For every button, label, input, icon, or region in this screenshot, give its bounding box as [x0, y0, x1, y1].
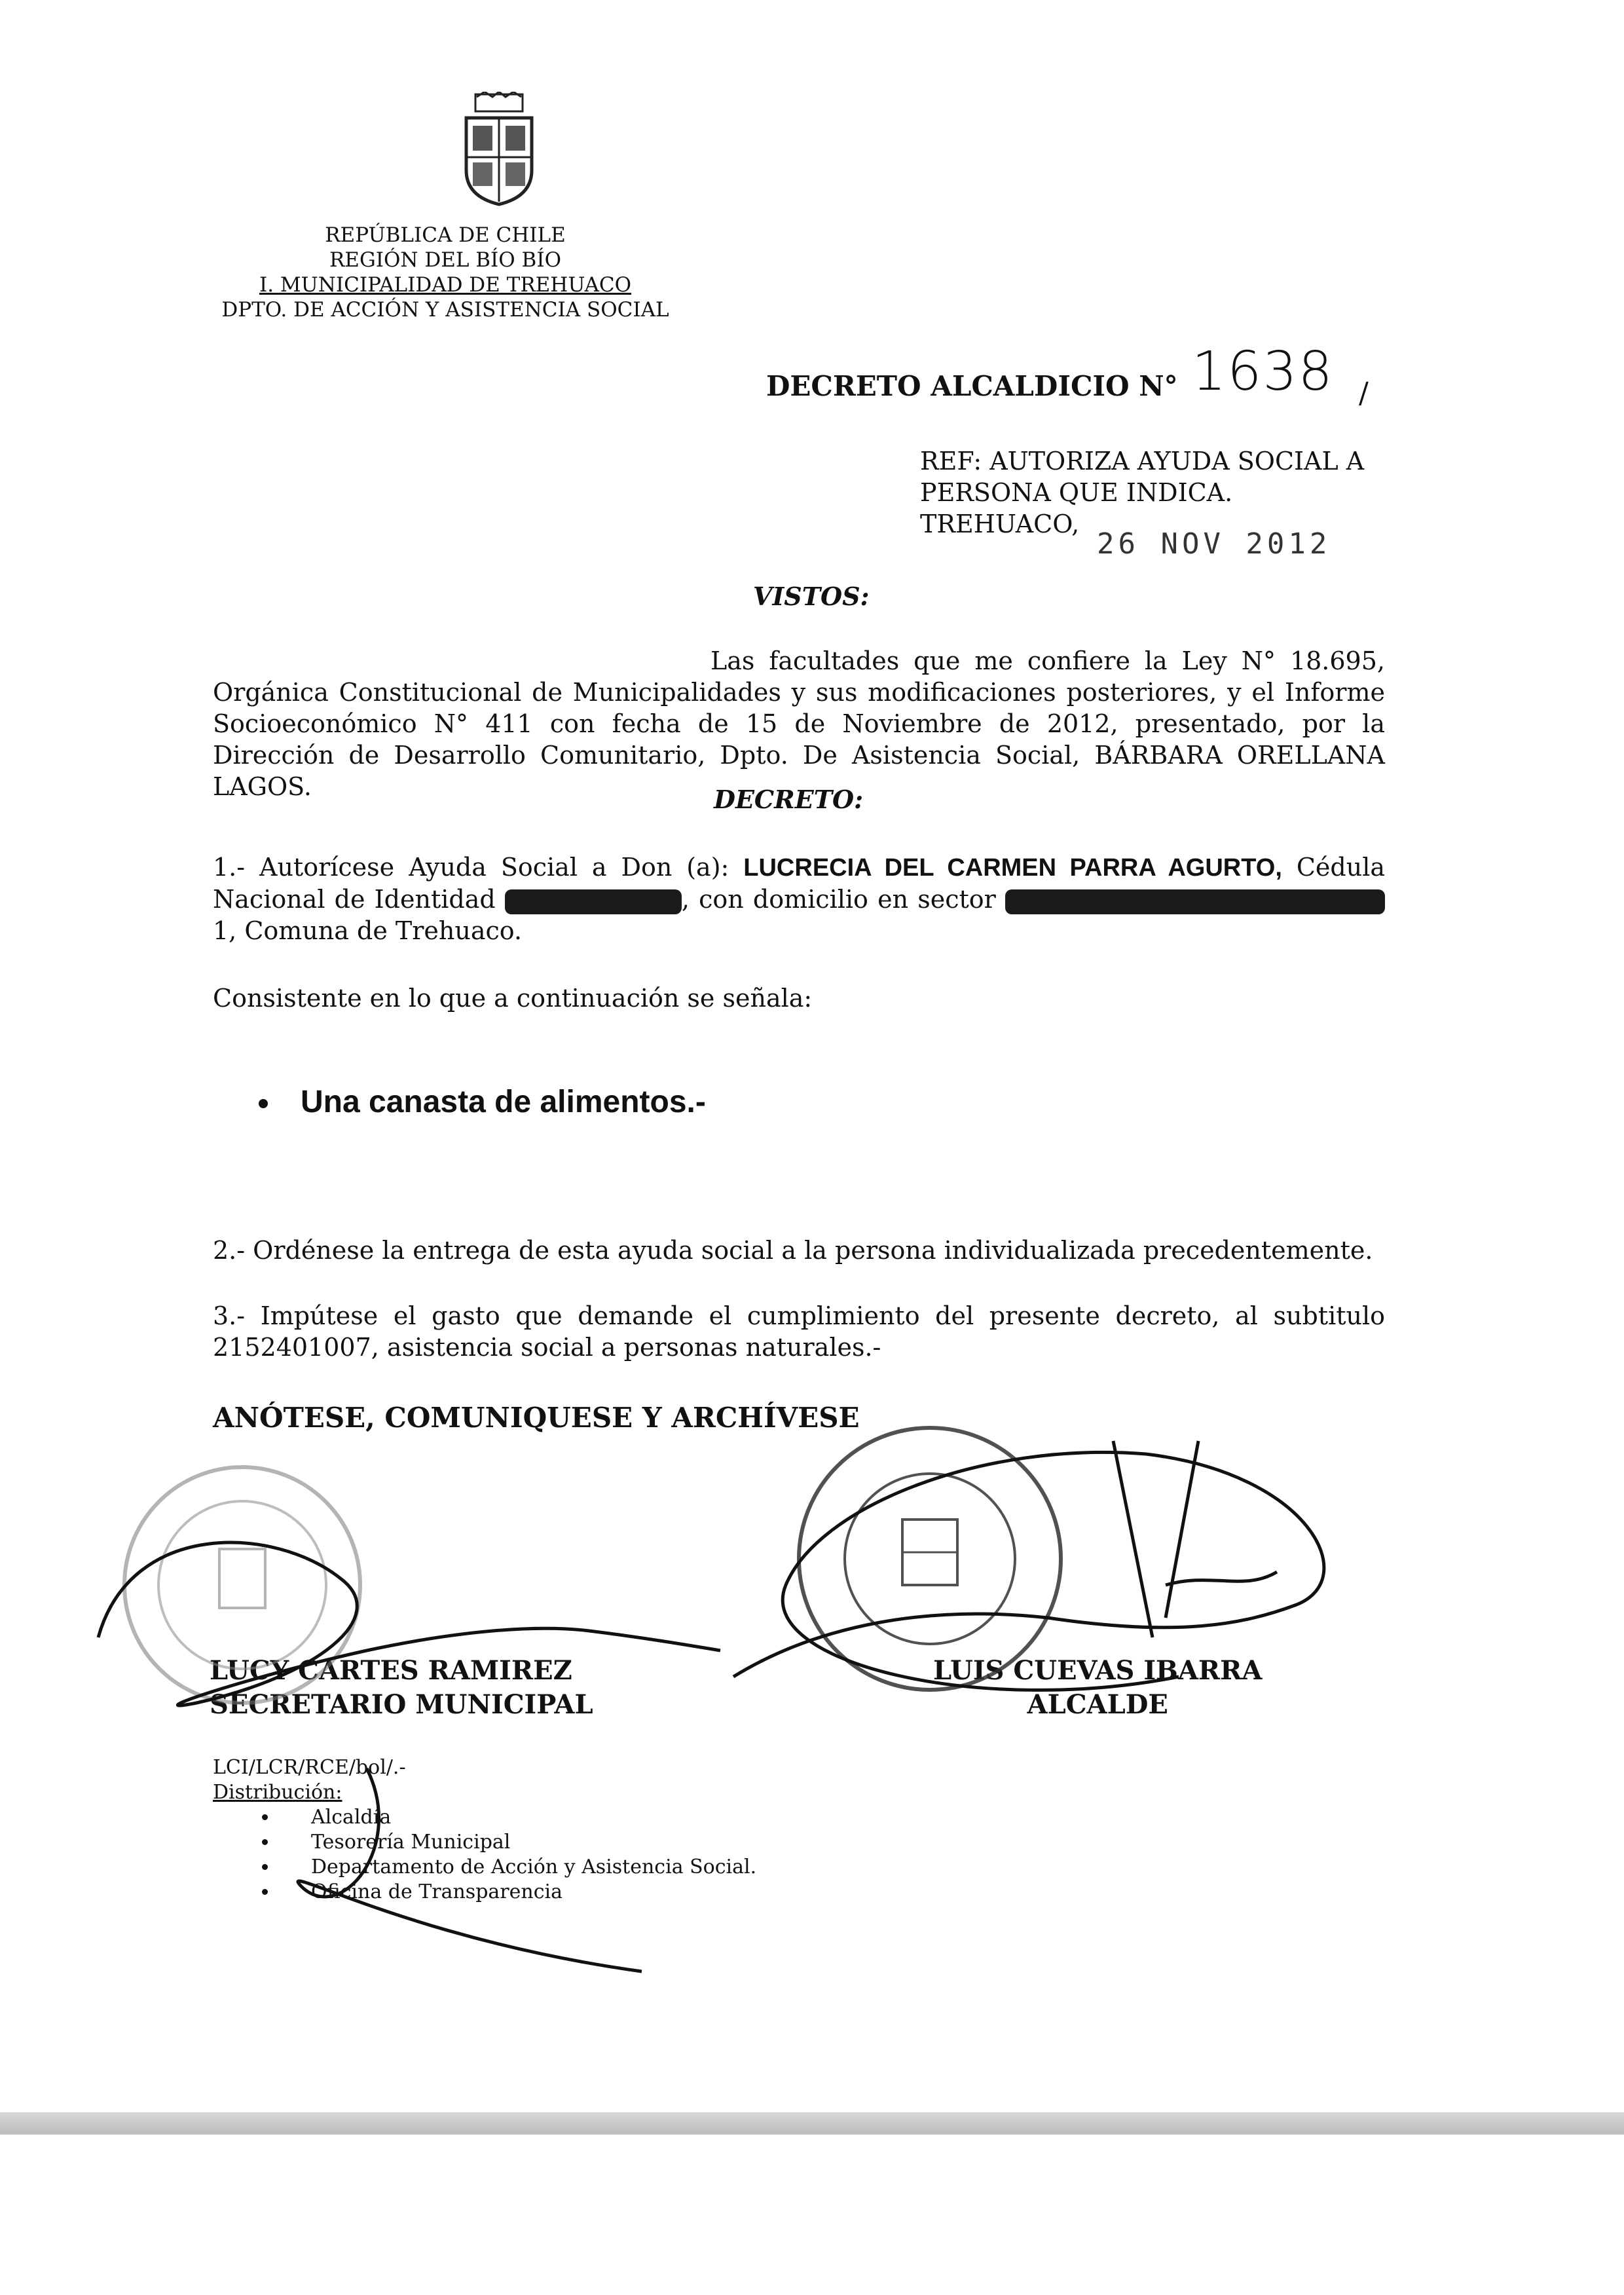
item1-mid3: 1, Comuna de Trehuaco.: [213, 916, 523, 945]
item1-mid1: Cédula Nacional de Identidad: [213, 853, 1385, 914]
initials: LCI/LCR/RCE/bol/.-: [213, 1756, 406, 1779]
item1-prefix: 1.- Autorícese Ayuda Social a Don (a):: [213, 853, 729, 882]
distribution-item: Alcaldía: [311, 1805, 756, 1830]
secretary-title: SECRETARIO MUNICIPAL: [210, 1689, 593, 1720]
closing-phrase: ANÓTESE, COMUNIQUESE Y ARCHÍVESE: [213, 1402, 860, 1434]
decree-number: 1638: [1192, 341, 1334, 403]
mayor-stamp-icon: [799, 1428, 1061, 1690]
distribution-item: Tesorería Municipal: [311, 1830, 756, 1855]
header-department: DPTO. DE ACCIÓN Y ASISTENCIA SOCIAL: [221, 298, 669, 322]
distribution-label: Distribución:: [213, 1781, 342, 1804]
scan-edge-band: [0, 2112, 1624, 2135]
distribution-item: Oficina de Transparencia: [311, 1880, 756, 1905]
distribution-list: [213, 1805, 756, 1905]
header-municipality: I. MUNICIPALIDAD DE TREHUACO: [259, 273, 632, 297]
redacted-address: [1005, 889, 1385, 914]
decree-item-3: 3.- Impútese el gasto que demande el cumplimiento del presente decreto, al subtitulo 2152401007, asistencia social a personas naturales.-: [213, 1301, 1385, 1362]
mayor-name: LUIS CUEVAS IBARRA: [933, 1655, 1263, 1686]
header-block: [216, 223, 674, 322]
reference-block: [920, 445, 1364, 540]
reference-line2: PERSONA QUE INDICA.: [920, 478, 1233, 507]
bullet-icon: [259, 1099, 268, 1108]
decree-item-1: [213, 851, 1385, 946]
mayor-title: ALCALDE: [1027, 1689, 1168, 1720]
signature-secretary: [210, 1654, 593, 1722]
decreto-heading: DECRETO:: [714, 785, 864, 814]
header-region: REGIÓN DEL BÍO BÍO: [329, 248, 562, 272]
beneficiary-name: LUCRECIA DEL CARMEN PARRA AGURTO,: [743, 854, 1282, 882]
signature-mayor: [933, 1654, 1262, 1722]
benefit-text: Una canasta de alimentos.-: [301, 1085, 706, 1119]
footer-block: [213, 1755, 756, 1905]
header-country: REPÚBLICA DE CHILE: [325, 223, 566, 247]
consistente-line: Consistente en lo que a continuación se señala:: [213, 984, 813, 1013]
reference-line1: REF: AUTORIZA AYUDA SOCIAL A: [920, 447, 1365, 476]
benefit-item: [259, 1084, 706, 1120]
date-stamp: 26 NOV 2012: [1097, 527, 1331, 561]
distribution-item: Departamento de Acción y Asistencia Social.: [311, 1856, 757, 1878]
municipal-crest-icon: [462, 92, 536, 207]
mayor-signature-icon: [733, 1441, 1324, 1690]
vistos-paragraph: Las facultades que me confiere la Ley N° 18.695, Orgánica Constitucional de Municipalidades y sus modificaciones posteriores, y el Informe Socioeconómico N° 411 con fecha de 15 de Noviembre de 2012, presentado, por la Dirección de Desarrollo Comunitario, Dpto. De Asistencia Social, BÁRBARA ORELLANA LAGOS.: [213, 646, 1385, 801]
secretary-name: LUCY CARTES RAMIREZ: [210, 1655, 572, 1686]
decree-slash: /: [1359, 377, 1369, 410]
decree-title: DECRETO ALCALDICIO N°: [766, 370, 1178, 402]
redacted-id: [505, 889, 682, 914]
reference-place: TREHUACO,: [920, 510, 1080, 538]
vistos-heading: VISTOS:: [753, 582, 870, 611]
decree-item-2: 2.- Ordénese la entrega de esta ayuda social a la persona individualizada precedentemente.: [213, 1236, 1373, 1265]
item1-mid2: , con domicilio en sector: [681, 885, 996, 914]
